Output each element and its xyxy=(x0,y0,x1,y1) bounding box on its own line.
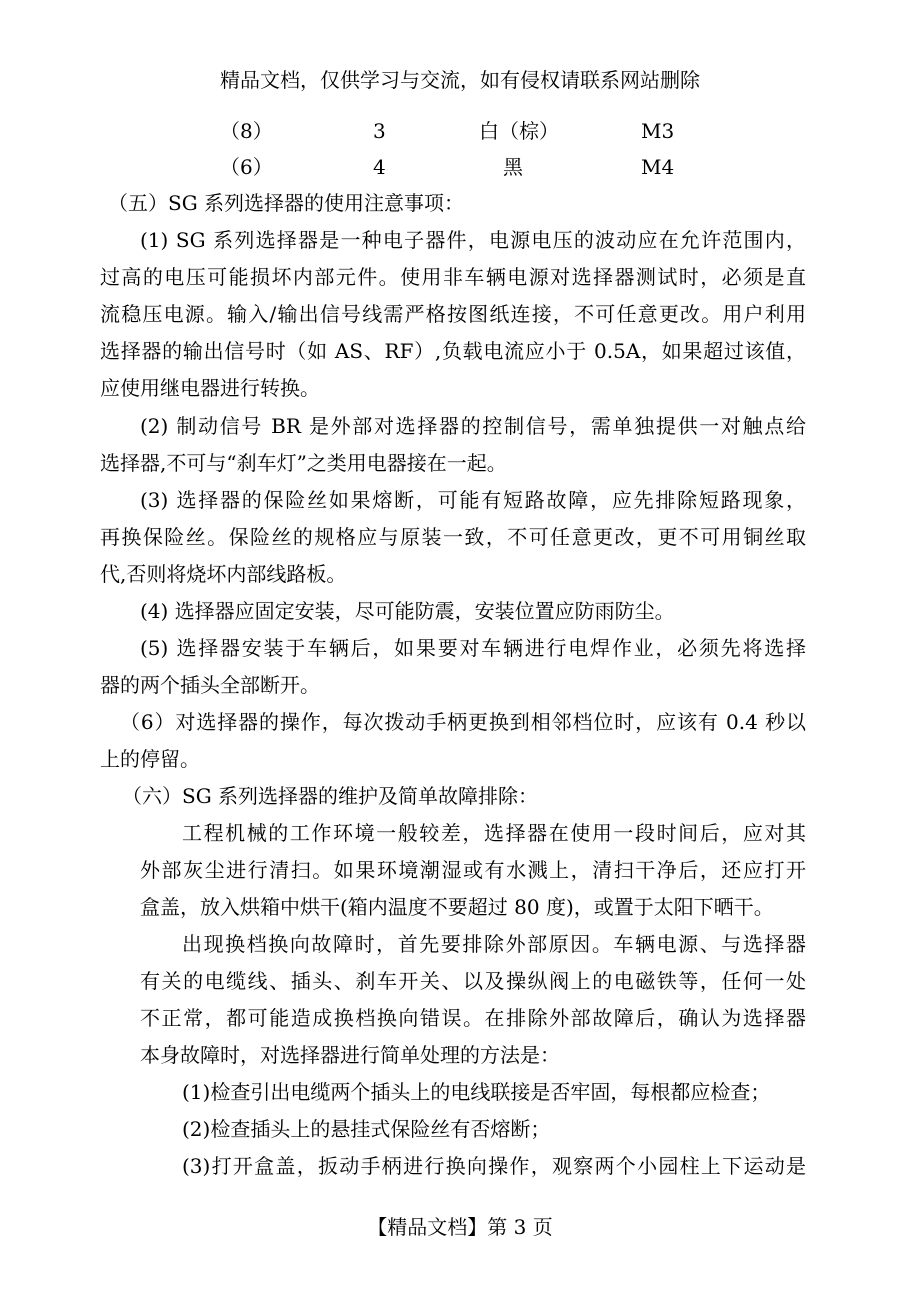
table-cell: 白（棕） xyxy=(479,119,559,143)
section-heading: （六）SG 系列选择器的维护及简单故障排除： xyxy=(122,784,539,808)
text-line: 代,否则将烧坏内部线路板。 xyxy=(100,562,347,586)
text-line: 本身故障时，对选择器进行简单处理的方法是： xyxy=(140,1043,560,1067)
text-line: (4) 选择器应固定安装，尽可能防震，安装位置应防雨防尘。 xyxy=(140,599,675,623)
text-line: 再换保险丝。保险丝的规格应与原装一致，不可任意更改，更不可用铜丝取 xyxy=(100,525,806,549)
text-line: (1) SG 系列选择器是一种电子器件，电源电压的波动应在允许范围内， xyxy=(140,228,806,252)
table-cell: （6） xyxy=(220,155,273,179)
text-line: 有关的电缆线、插头、刹车开关、以及操纵阀上的电磁铁等，任何一处 xyxy=(140,969,806,993)
page-header: 精品文档，仅供学习与交流，如有侵权请联系网站删除 xyxy=(220,68,700,92)
text-line: 流稳压电源。输入/输出信号线需严格按图纸连接，不可任意更改。用户利用 xyxy=(100,302,806,326)
text-line: 选择器,不可与“刹车灯”之类用电器接在一起。 xyxy=(100,451,507,475)
text-line: 选择器的输出信号时（如 AS、RF）,负载电流应小于 0.5A，如果超过该值， xyxy=(100,339,806,363)
text-line: 外部灰尘进行清扫。如果环境潮湿或有水溅上，清扫干净后，还应打开 xyxy=(140,858,806,882)
text-line: （6）对选择器的操作，每次拨动手柄更换到相邻档位时，应该有 0.4 秒以 xyxy=(120,710,806,734)
text-line: 工程机械的工作环境一般较差，选择器在使用一段时间后，应对其 xyxy=(182,821,806,845)
text-line: 出现换档换向故障时，首先要排除外部原因。车辆电源、与选择器 xyxy=(182,932,806,956)
list-item: (2)检查插头上的悬挂式保险丝有否熔断； xyxy=(182,1117,551,1141)
table-cell: 3 xyxy=(373,119,386,143)
text-line: (2) 制动信号 BR 是外部对选择器的控制信号，需单独提供一对触点给 xyxy=(140,414,806,438)
table-cell: 黑 xyxy=(503,155,523,179)
text-line: 应使用继电器进行转换。 xyxy=(100,376,320,400)
text-line: (5) 选择器安装于车辆后，如果要对车辆进行电焊作业，必须先将选择 xyxy=(140,636,806,660)
table-cell: M3 xyxy=(641,119,675,143)
text-line: 盒盖，放入烘箱中烘干(箱内温度不要超过 80 度)，或置于太阳下晒干。 xyxy=(140,895,774,919)
page-footer: 【精品文档】第 3 页 xyxy=(367,1215,553,1239)
table-cell: M4 xyxy=(641,155,675,179)
text-line: 不正常，都可能造成换档换向错误。在排除外部故障后，确认为选择器 xyxy=(140,1006,806,1030)
table-cell: （8） xyxy=(220,119,273,143)
section-heading: （五）SG 系列选择器的使用注意事项： xyxy=(108,191,465,215)
list-item: (1)检查引出电缆两个插头上的电线联接是否牢固，每根都应检查； xyxy=(182,1080,771,1104)
text-line: 器的两个插头全部断开。 xyxy=(100,673,320,697)
text-line: 过高的电压可能损坏内部元件。使用非车辆电源对选择器测试时，必须是直 xyxy=(100,265,806,289)
text-line: (3) 选择器的保险丝如果熔断，可能有短路故障，应先排除短路现象， xyxy=(140,488,806,512)
table-cell: 4 xyxy=(373,155,386,179)
text-line: 上的停留。 xyxy=(100,747,200,771)
list-item: (3)打开盒盖，扳动手柄进行换向操作，观察两个小园柱上下运动是 xyxy=(182,1154,806,1178)
